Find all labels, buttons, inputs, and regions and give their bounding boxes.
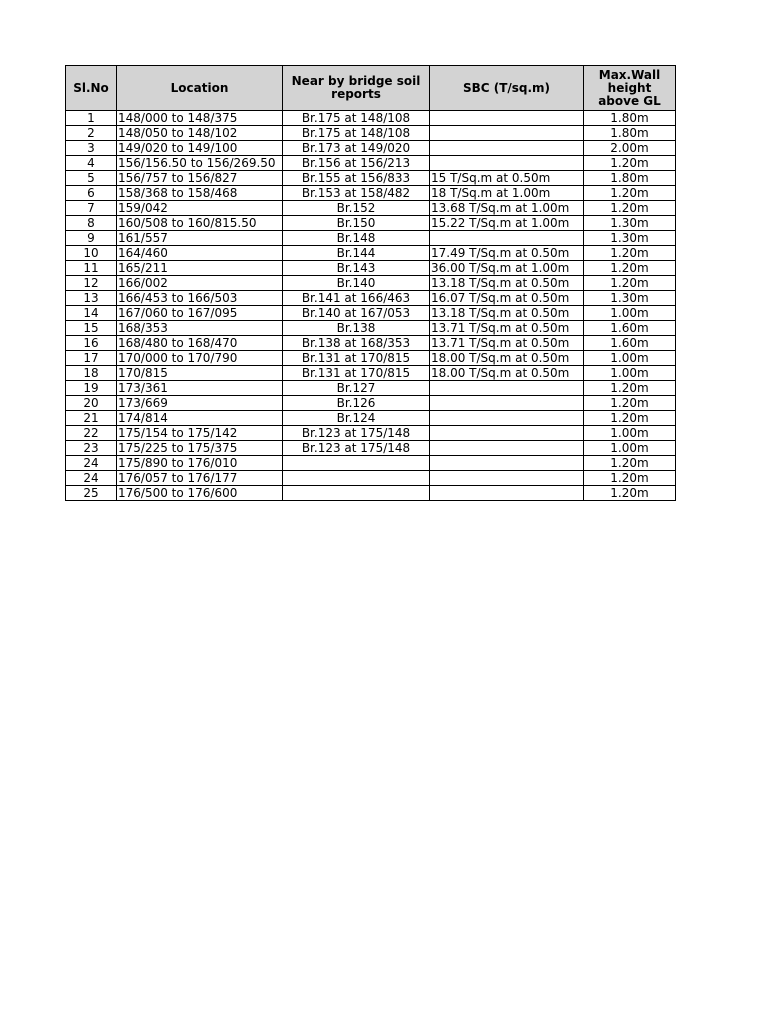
cell-sl-no: 8 <box>66 216 117 231</box>
cell-sbc <box>430 126 584 141</box>
cell-max-wall-height: 1.00m <box>584 351 676 366</box>
header-location: Location <box>117 66 283 111</box>
cell-max-wall-height: 1.20m <box>584 471 676 486</box>
table-row <box>66 111 676 126</box>
cell-bridge-report: Br.156 at 156/213 <box>283 156 430 171</box>
cell-location: 159/042 <box>117 201 283 216</box>
cell-location: 175/890 to 176/010 <box>117 456 283 471</box>
table-row <box>66 486 676 501</box>
cell-sbc <box>430 156 584 171</box>
cell-sl-no: 17 <box>66 351 117 366</box>
table-row <box>66 441 676 456</box>
table-row <box>66 216 676 231</box>
cell-sbc: 13.18 T/Sq.m at 0.50m <box>430 276 584 291</box>
cell-sbc: 17.49 T/Sq.m at 0.50m <box>430 246 584 261</box>
cell-location: 166/002 <box>117 276 283 291</box>
table-row <box>66 411 676 426</box>
cell-sbc <box>430 456 584 471</box>
cell-location: 176/057 to 176/177 <box>117 471 283 486</box>
table-row <box>66 351 676 366</box>
cell-sl-no: 3 <box>66 141 117 156</box>
cell-sbc <box>430 486 584 501</box>
table-row <box>66 246 676 261</box>
cell-bridge-report: Br.138 at 168/353 <box>283 336 430 351</box>
cell-max-wall-height: 1.00m <box>584 426 676 441</box>
cell-bridge-report: Br.131 at 170/815 <box>283 351 430 366</box>
cell-max-wall-height: 1.00m <box>584 306 676 321</box>
cell-location: 148/050 to 148/102 <box>117 126 283 141</box>
cell-bridge-report: Br.150 <box>283 216 430 231</box>
cell-sbc: 15 T/Sq.m at 0.50m <box>430 171 584 186</box>
cell-sbc <box>430 231 584 246</box>
cell-max-wall-height: 1.20m <box>584 396 676 411</box>
table-body <box>66 111 676 501</box>
cell-max-wall-height: 1.60m <box>584 321 676 336</box>
cell-location: 167/060 to 167/095 <box>117 306 283 321</box>
cell-location: 173/361 <box>117 381 283 396</box>
cell-location: 166/453 to 166/503 <box>117 291 283 306</box>
cell-max-wall-height: 1.60m <box>584 336 676 351</box>
cell-sbc: 18 T/Sq.m at 1.00m <box>430 186 584 201</box>
cell-bridge-report <box>283 471 430 486</box>
cell-sl-no: 2 <box>66 126 117 141</box>
cell-sl-no: 6 <box>66 186 117 201</box>
cell-sl-no: 22 <box>66 426 117 441</box>
cell-max-wall-height: 1.20m <box>584 201 676 216</box>
cell-sl-no: 7 <box>66 201 117 216</box>
table-row <box>66 396 676 411</box>
cell-max-wall-height: 1.20m <box>584 411 676 426</box>
header-max-wall-height: Max.Wall height above GL <box>584 66 676 111</box>
table-row <box>66 321 676 336</box>
cell-bridge-report: Br.155 at 156/833 <box>283 171 430 186</box>
cell-sl-no: 4 <box>66 156 117 171</box>
cell-max-wall-height: 1.30m <box>584 231 676 246</box>
cell-sl-no: 11 <box>66 261 117 276</box>
cell-sl-no: 19 <box>66 381 117 396</box>
cell-sl-no: 25 <box>66 486 117 501</box>
cell-sbc <box>430 396 584 411</box>
cell-sl-no: 9 <box>66 231 117 246</box>
cell-bridge-report: Br.141 at 166/463 <box>283 291 430 306</box>
table-row <box>66 261 676 276</box>
cell-bridge-report <box>283 456 430 471</box>
cell-bridge-report: Br.124 <box>283 411 430 426</box>
cell-max-wall-height: 1.00m <box>584 366 676 381</box>
cell-location: 161/557 <box>117 231 283 246</box>
cell-sbc: 15.22 T/Sq.m at 1.00m <box>430 216 584 231</box>
cell-bridge-report: Br.175 at 148/108 <box>283 111 430 126</box>
table-row <box>66 276 676 291</box>
cell-location: 158/368 to 158/468 <box>117 186 283 201</box>
cell-bridge-report: Br.152 <box>283 201 430 216</box>
cell-sbc: 36.00 T/Sq.m at 1.00m <box>430 261 584 276</box>
header-row <box>66 66 676 111</box>
cell-location: 149/020 to 149/100 <box>117 141 283 156</box>
cell-sl-no: 10 <box>66 246 117 261</box>
cell-sbc: 16.07 T/Sq.m at 0.50m <box>430 291 584 306</box>
table-row <box>66 366 676 381</box>
cell-location: 156/156.50 to 156/269.50 <box>117 156 283 171</box>
cell-location: 168/480 to 168/470 <box>117 336 283 351</box>
cell-sl-no: 14 <box>66 306 117 321</box>
cell-bridge-report: Br.126 <box>283 396 430 411</box>
cell-bridge-report: Br.144 <box>283 246 430 261</box>
cell-max-wall-height: 1.80m <box>584 171 676 186</box>
cell-bridge-report: Br.140 <box>283 276 430 291</box>
table-row <box>66 456 676 471</box>
cell-location: 176/500 to 176/600 <box>117 486 283 501</box>
cell-sbc <box>430 111 584 126</box>
cell-location: 174/814 <box>117 411 283 426</box>
cell-sbc <box>430 471 584 486</box>
cell-location: 148/000 to 148/375 <box>117 111 283 126</box>
cell-sl-no: 13 <box>66 291 117 306</box>
cell-max-wall-height: 1.30m <box>584 291 676 306</box>
cell-max-wall-height: 1.30m <box>584 216 676 231</box>
cell-max-wall-height: 1.20m <box>584 186 676 201</box>
cell-location: 168/353 <box>117 321 283 336</box>
cell-bridge-report: Br.138 <box>283 321 430 336</box>
cell-bridge-report: Br.148 <box>283 231 430 246</box>
table-row <box>66 126 676 141</box>
cell-sl-no: 21 <box>66 411 117 426</box>
cell-location: 164/460 <box>117 246 283 261</box>
cell-sbc: 18.00 T/Sq.m at 0.50m <box>430 351 584 366</box>
table-row <box>66 231 676 246</box>
cell-sbc: 13.71 T/Sq.m at 0.50m <box>430 321 584 336</box>
cell-sl-no: 24 <box>66 471 117 486</box>
cell-sl-no: 20 <box>66 396 117 411</box>
cell-bridge-report: Br.175 at 148/108 <box>283 126 430 141</box>
cell-location: 170/000 to 170/790 <box>117 351 283 366</box>
cell-location: 173/669 <box>117 396 283 411</box>
cell-location: 160/508 to 160/815.50 <box>117 216 283 231</box>
cell-max-wall-height: 1.20m <box>584 246 676 261</box>
cell-sl-no: 18 <box>66 366 117 381</box>
table-row <box>66 156 676 171</box>
cell-max-wall-height: 2.00m <box>584 141 676 156</box>
cell-sbc: 13.18 T/Sq.m at 0.50m <box>430 306 584 321</box>
cell-location: 175/225 to 175/375 <box>117 441 283 456</box>
cell-bridge-report <box>283 486 430 501</box>
cell-max-wall-height: 1.20m <box>584 156 676 171</box>
table-row <box>66 306 676 321</box>
cell-max-wall-height: 1.00m <box>584 441 676 456</box>
cell-bridge-report: Br.123 at 175/148 <box>283 426 430 441</box>
header-sl-no: Sl.No <box>66 66 117 111</box>
cell-max-wall-height: 1.20m <box>584 381 676 396</box>
cell-sbc <box>430 426 584 441</box>
cell-sbc <box>430 381 584 396</box>
cell-max-wall-height: 1.20m <box>584 276 676 291</box>
header-bridge-report: Near by bridge soil reports <box>283 66 430 111</box>
table-row <box>66 336 676 351</box>
cell-location: 165/211 <box>117 261 283 276</box>
cell-location: 175/154 to 175/142 <box>117 426 283 441</box>
cell-sbc <box>430 141 584 156</box>
cell-max-wall-height: 1.80m <box>584 111 676 126</box>
cell-sl-no: 5 <box>66 171 117 186</box>
cell-bridge-report: Br.153 at 158/482 <box>283 186 430 201</box>
cell-bridge-report: Br.131 at 170/815 <box>283 366 430 381</box>
cell-sl-no: 12 <box>66 276 117 291</box>
cell-bridge-report: Br.173 at 149/020 <box>283 141 430 156</box>
cell-sbc: 13.68 T/Sq.m at 1.00m <box>430 201 584 216</box>
cell-bridge-report: Br.140 at 167/053 <box>283 306 430 321</box>
cell-sbc <box>430 411 584 426</box>
cell-bridge-report: Br.127 <box>283 381 430 396</box>
cell-location: 156/757 to 156/827 <box>117 171 283 186</box>
table-row <box>66 381 676 396</box>
cell-sl-no: 16 <box>66 336 117 351</box>
header-sbc: SBC (T/sq.m) <box>430 66 584 111</box>
retaining-wall-table <box>65 65 676 501</box>
cell-sl-no: 15 <box>66 321 117 336</box>
table-row <box>66 291 676 306</box>
table-row <box>66 426 676 441</box>
cell-max-wall-height: 1.20m <box>584 261 676 276</box>
cell-bridge-report: Br.123 at 175/148 <box>283 441 430 456</box>
cell-location: 170/815 <box>117 366 283 381</box>
cell-sl-no: 24 <box>66 456 117 471</box>
table-row <box>66 201 676 216</box>
cell-max-wall-height: 1.20m <box>584 486 676 501</box>
table-row <box>66 471 676 486</box>
cell-max-wall-height: 1.20m <box>584 456 676 471</box>
cell-sbc: 18.00 T/Sq.m at 0.50m <box>430 366 584 381</box>
cell-sbc <box>430 441 584 456</box>
cell-sbc: 13.71 T/Sq.m at 0.50m <box>430 336 584 351</box>
cell-sl-no: 1 <box>66 111 117 126</box>
cell-sl-no: 23 <box>66 441 117 456</box>
table-row <box>66 171 676 186</box>
table-header <box>66 66 676 111</box>
table-row <box>66 186 676 201</box>
table-row <box>66 141 676 156</box>
cell-bridge-report: Br.143 <box>283 261 430 276</box>
cell-max-wall-height: 1.80m <box>584 126 676 141</box>
